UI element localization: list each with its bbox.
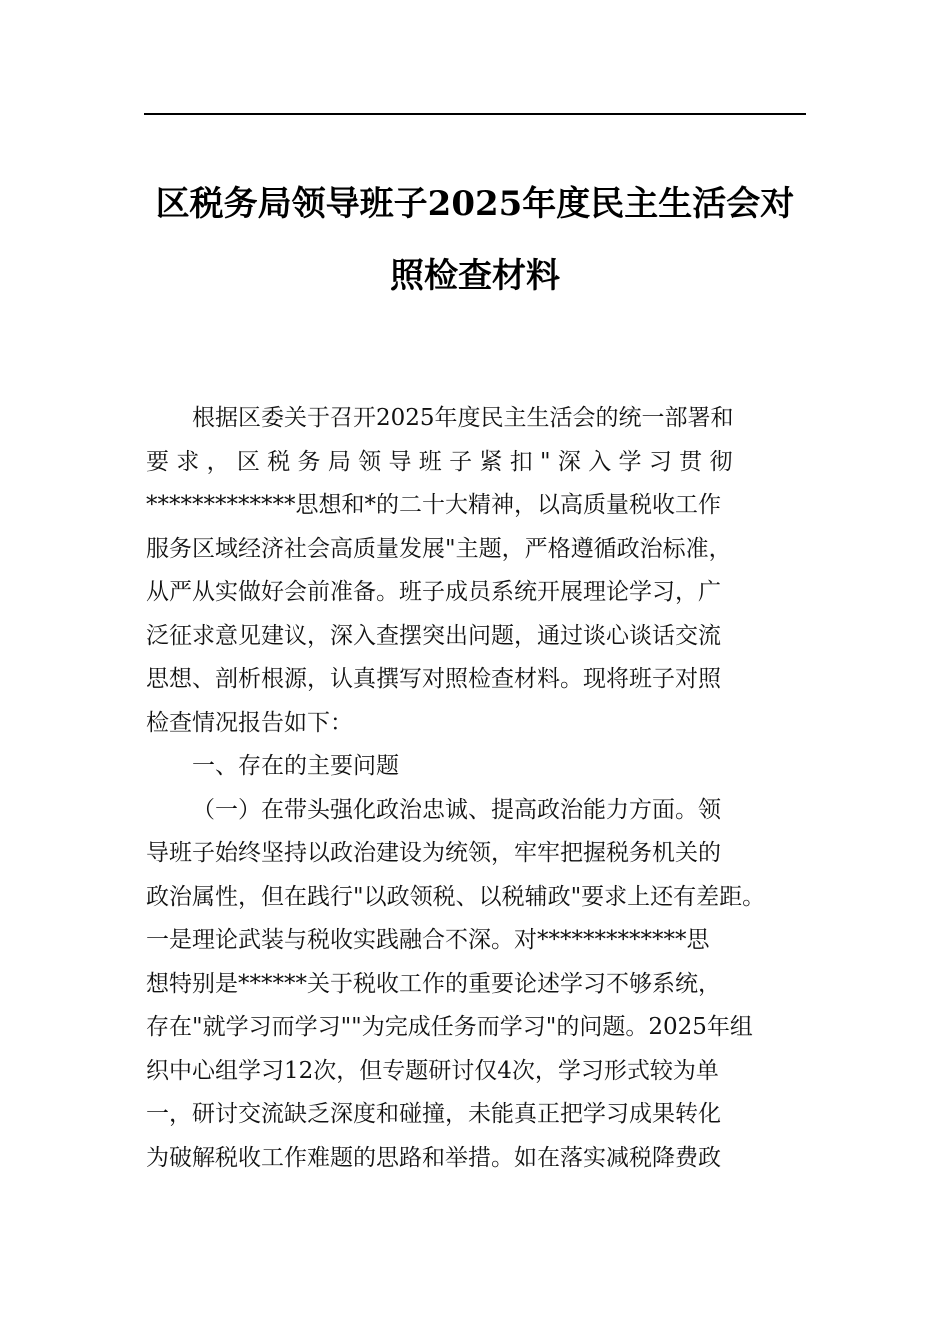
intro-line: 从严从实做好会前准备。班子成员系统开展理论学习，广 [146,579,721,605]
section-line: 织中心组学习12次，但专题研讨仅4次，学习形式较为单 [146,1057,719,1084]
section-line: 政治属性，但在践行"以政领税、以税辅政"要求上还有差距。 [146,883,766,910]
intro-line: 根据区委关于召开2025年度民主生活会的统一部署和 [192,405,734,431]
intro-line: 要 求 ， 区 税 务 局 领 导 班 子 紧 扣 " 深 入 学 习 贯 彻 [146,448,733,475]
intro-line: *************思想和*的二十大精神，以高质量税收工作 [146,492,721,518]
intro-line: 检查情况报告如下： [146,709,353,736]
section-line: 一，研讨交流缺乏深度和碰撞，未能真正把学习成果转化 [146,1101,721,1127]
title-line-2: 照检查材料 [390,256,560,296]
section-line: 想特别是******关于税收工作的重要论述学习不够系统， [146,970,721,997]
section-line: 为破解税收工作难题的思路和举措。如在落实减税降费政 [146,1144,721,1171]
intro-line: 思想、剖析根源，认真撰写对照检查材料。现将班子对照 [146,666,721,692]
title-line-1: 区税务局领导班子2025年度民主生活会对 [155,184,795,224]
document-title [144,168,806,312]
intro-line: 服务区域经济社会高质量发展"主题，严格遵循政治标准， [146,535,732,562]
header-rule [144,113,806,115]
section-heading: 一、存在的主要问题 [192,753,399,779]
section-line: 导班子始终坚持以政治建设为统领，牢牢把握税务机关的 [146,840,721,866]
section-line: 存在"就学习而学习""为完成任务而学习"的问题。2025年组 [146,1014,753,1040]
section-line: （一）在带头强化政治忠诚、提高政治能力方面。领 [192,796,721,823]
document-body [146,397,808,1180]
section-line: 一是理论武装与税收实践融合不深。对*************思 [146,927,710,953]
intro-line: 泛征求意见建议，深入查摆突出问题，通过谈心谈话交流 [146,622,721,649]
